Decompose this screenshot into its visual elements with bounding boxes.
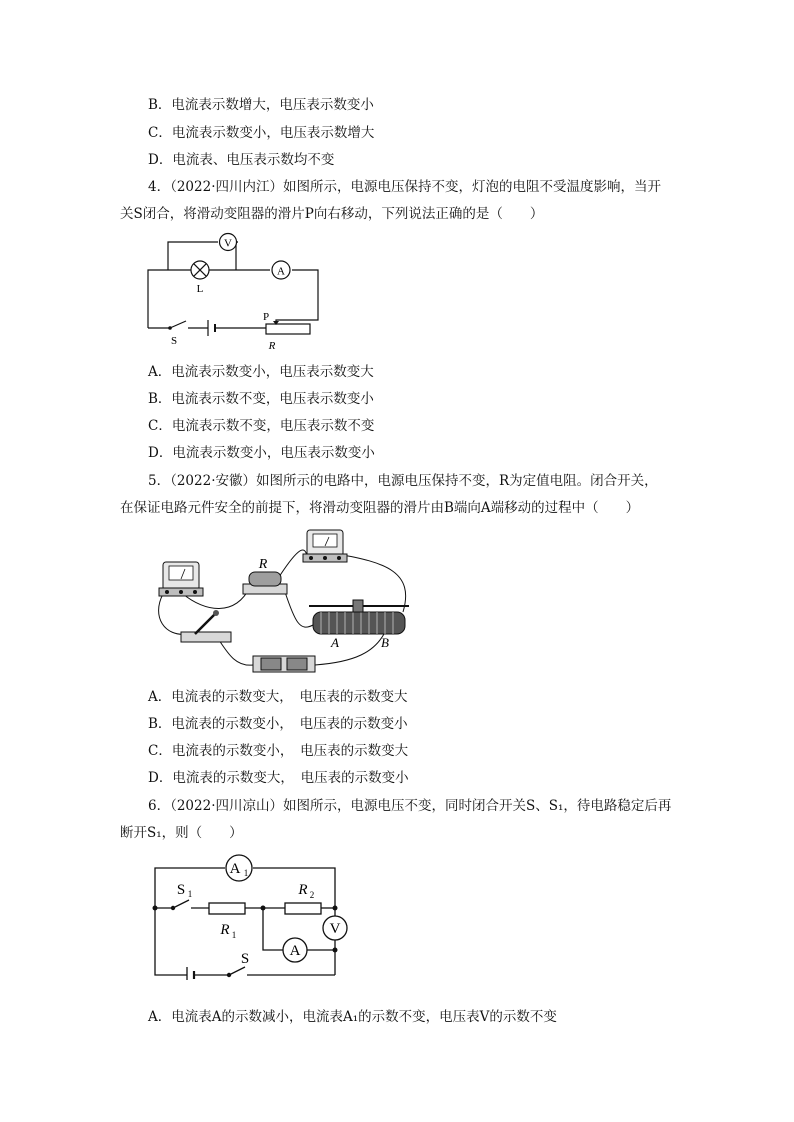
q3-option-c: C．电流表示数变小，电压表示数增大 <box>148 125 375 141</box>
end-a-label: A <box>331 635 339 650</box>
ammeter-a1-label: A <box>229 861 241 877</box>
knife-switch-icon <box>181 610 231 642</box>
q5-stem-line2: 在保证电路元件安全的前提下，将滑动变阻器的滑片由B端向A端移动的过程中（ ） <box>120 500 640 516</box>
switch-label: S <box>170 335 178 347</box>
ammeter-label: A <box>277 265 285 278</box>
resistor-r1-icon <box>209 903 245 914</box>
lamp-label: L <box>196 283 204 295</box>
q4-option-b: B．电流表示数不变，电压表示数变小 <box>148 391 374 407</box>
fixed-resistor-icon <box>243 572 287 594</box>
resistor-r-label: R <box>258 557 268 572</box>
q5-option-d: D．电流表的示数变大， 电压表的示数变小 <box>148 770 409 786</box>
resistor-r2-label: R <box>298 882 308 898</box>
q5-stem-line1: 5．（2022·安徽）如图所示的电路中，电源电压保持不变，R为定值电阻。闭合开关， <box>148 473 658 489</box>
q5-option-b: B．电流表的示数变小， 电压表的示数变小 <box>148 716 408 732</box>
q5-option-c: C．电流表的示数变小， 电压表的示数变大 <box>148 743 409 759</box>
slider-label: P <box>262 311 270 323</box>
resistor-r1-label: R <box>220 922 230 938</box>
q4-option-c: C．电流表示数不变，电压表示数不变 <box>148 418 375 434</box>
q4-circuit-diagram <box>140 228 330 353</box>
q4-stem-line2: 关S闭合，将滑动变阻器的滑片P向右移动，下列说法正确的是（ ） <box>120 206 544 222</box>
rheostat-label: R <box>268 340 276 352</box>
sliding-rheostat-icon <box>309 600 409 634</box>
switch-s-icon <box>229 967 245 975</box>
ammeter-a-label: A <box>289 943 301 959</box>
switch-s1-icon <box>173 900 189 908</box>
battery-holder-icon <box>253 656 315 672</box>
resistor-r1-subscript: 1 <box>231 930 237 940</box>
resistor-r2-icon <box>285 903 321 914</box>
ammeter-a1-subscript: 1 <box>243 868 249 878</box>
q3-option-d: D．电流表、电压表示数均不变 <box>148 152 335 168</box>
resistor-r2-subscript: 2 <box>309 890 315 900</box>
switch-s-label: S <box>240 951 250 967</box>
switch-s1-label: S <box>176 882 186 898</box>
q3-option-b: B．电流表示数增大，电压表示数变小 <box>148 97 374 113</box>
rheostat-icon <box>266 324 310 334</box>
q5-physical-circuit <box>145 522 430 682</box>
q5-option-a: A．电流表的示数变大， 电压表的示数变大 <box>148 689 408 705</box>
q6-stem-line1: 6．（2022·四川凉山）如图所示，电源电压不变，同时闭合开关S、S₁，待电路稳定后再 <box>148 798 672 814</box>
switch-icon <box>170 321 186 328</box>
ammeter-device-icon <box>159 562 203 596</box>
q4-stem-line1: 4．（2022·四川内江）如图所示，电源电压保持不变，灯泡的电阻不受温度影响，当开 <box>148 179 661 195</box>
voltmeter-device-icon <box>303 530 347 562</box>
end-b-label: B <box>381 635 389 650</box>
q6-stem-line2: 断开S₁，则（ ） <box>120 825 243 841</box>
voltmeter-v-label: V <box>329 921 341 937</box>
q6-option-a: A．电流表A的示数减小，电流表A₁的示数不变，电压表V的示数不变 <box>148 1009 557 1025</box>
q4-option-d: D．电流表示数变小，电压表示数变小 <box>148 445 375 461</box>
switch-s1-subscript: 1 <box>187 889 193 899</box>
q4-option-a: A．电流表示数变小，电压表示数变大 <box>148 364 374 380</box>
voltmeter-label: V <box>224 237 232 250</box>
q6-circuit-diagram <box>145 850 355 980</box>
